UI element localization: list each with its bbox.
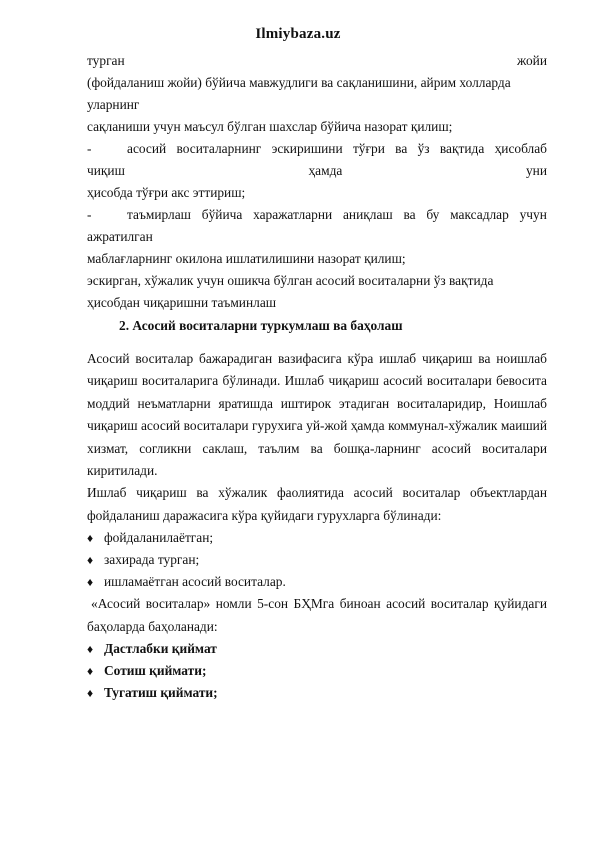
text-line: сақланиши учун маъсул бўлган шахслар бўйича назорат қилиш; xyxy=(87,119,453,134)
word: вақтида xyxy=(439,141,485,156)
text-line: ҳисобда тўғри акс эттириш; xyxy=(87,185,246,200)
list-item-text: фойдаланилаётган; xyxy=(104,530,214,546)
text-line xyxy=(87,50,547,72)
dash-marker: - xyxy=(87,141,92,156)
diamond-bullet-icon: ♦ xyxy=(87,575,94,590)
text-fragment: жойи xyxy=(517,53,547,68)
diamond-bullet-icon: ♦ xyxy=(87,553,94,568)
paragraph: Ишлаб чиқариш ва хўжалик фаолиятида асосий воситалар объектлардан фойдаланиш даражасига кўра қуйидаги гурухларга бўлинади: xyxy=(87,485,547,523)
list-item-text: захирада турган; xyxy=(104,552,200,568)
word: бу xyxy=(426,207,440,222)
word: ўз xyxy=(417,141,430,156)
text-fragment: чиқиш xyxy=(87,163,125,178)
list-item xyxy=(87,682,547,704)
dash-marker: - xyxy=(87,207,92,222)
text-line: маблағларнинг окилона ишлатилишини назорат қилиш; xyxy=(87,251,406,266)
text-fragment: ҳамда xyxy=(308,163,343,178)
diamond-bullet-icon: ♦ xyxy=(87,642,94,657)
word: максадлар xyxy=(450,207,509,222)
text-line xyxy=(127,204,547,226)
text-line: уларнинг xyxy=(87,97,140,112)
list-item-text: Сотиш қиймати; xyxy=(104,663,207,679)
document-body xyxy=(87,50,547,704)
list-item xyxy=(87,638,547,660)
list-item-text: ишламаётган асосий воситалар. xyxy=(104,574,286,590)
diamond-bullet-icon: ♦ xyxy=(87,686,94,701)
word: учун xyxy=(519,207,547,222)
word: воситаларнинг xyxy=(176,141,262,156)
text-line: эскирган, хўжалик учун ошикча бўлган асосий воситаларни ўз вақтида xyxy=(87,273,494,288)
word: харажатларни xyxy=(253,207,333,222)
text-line: (фойдаланиш жойи) бўйича мавжудлиги ва сақланишини, айрим холларда xyxy=(87,75,511,90)
list-item-text: Дастлабки қиймат xyxy=(104,641,217,657)
diamond-bullet-icon: ♦ xyxy=(87,664,94,679)
list-item xyxy=(87,527,547,549)
word: ва xyxy=(403,207,416,222)
text-fragment: уни xyxy=(525,163,547,178)
dash-item xyxy=(87,204,547,226)
list-item xyxy=(87,660,547,682)
bullet-list xyxy=(87,638,547,704)
list-item xyxy=(87,571,547,593)
bullet-list xyxy=(87,527,547,593)
section-title: 2. Асосий воситаларни туркумлаш ва баҳолаш xyxy=(119,318,403,333)
site-header: Ilmiybaza.uz xyxy=(255,26,341,42)
word: тўғри xyxy=(352,141,385,156)
text-line xyxy=(87,160,547,182)
word: бўйича xyxy=(201,207,243,222)
text-line: ҳисобдан чиқаришни таъминлаш xyxy=(87,295,277,310)
word: аниқлаш xyxy=(342,207,393,222)
paragraph: «Асосий воситалар» номли 5-сон БҲМга биноан асосий воситалар қуйидаги баҳоларда баҳоланади: xyxy=(87,596,547,634)
word: эскиришини xyxy=(271,141,343,156)
list-item xyxy=(87,549,547,571)
dash-item xyxy=(87,138,547,160)
word: ва xyxy=(395,141,408,156)
diamond-bullet-icon: ♦ xyxy=(87,531,94,546)
text-line xyxy=(127,138,547,160)
list-item-text: Тугатиш қиймати; xyxy=(104,685,218,701)
word: ҳисоблаб xyxy=(494,141,547,156)
text-fragment: турган xyxy=(87,53,125,68)
word: асосий xyxy=(127,141,167,156)
text-line: ажратилган xyxy=(87,229,153,244)
paragraph: Асосий воситалар бажарадиган вазифасига кўра ишлаб чиқариш ва ноишлаб чиқариш воситаларига бўлинади. Ишлаб чиқариш асосий воситалари бевосита моддий неъматларни яратишда иштирок этадиган воситаларидир, Ноишлаб чиқариш асосий воситалари гурухига уй-жой ҳамда коммунал-хўжалик маиший хизмат, согликни саклаш, таълим ва бошқа-ларнинг асосий воситалари киритилади. xyxy=(87,351,547,479)
word: таъмирлаш xyxy=(127,207,191,222)
